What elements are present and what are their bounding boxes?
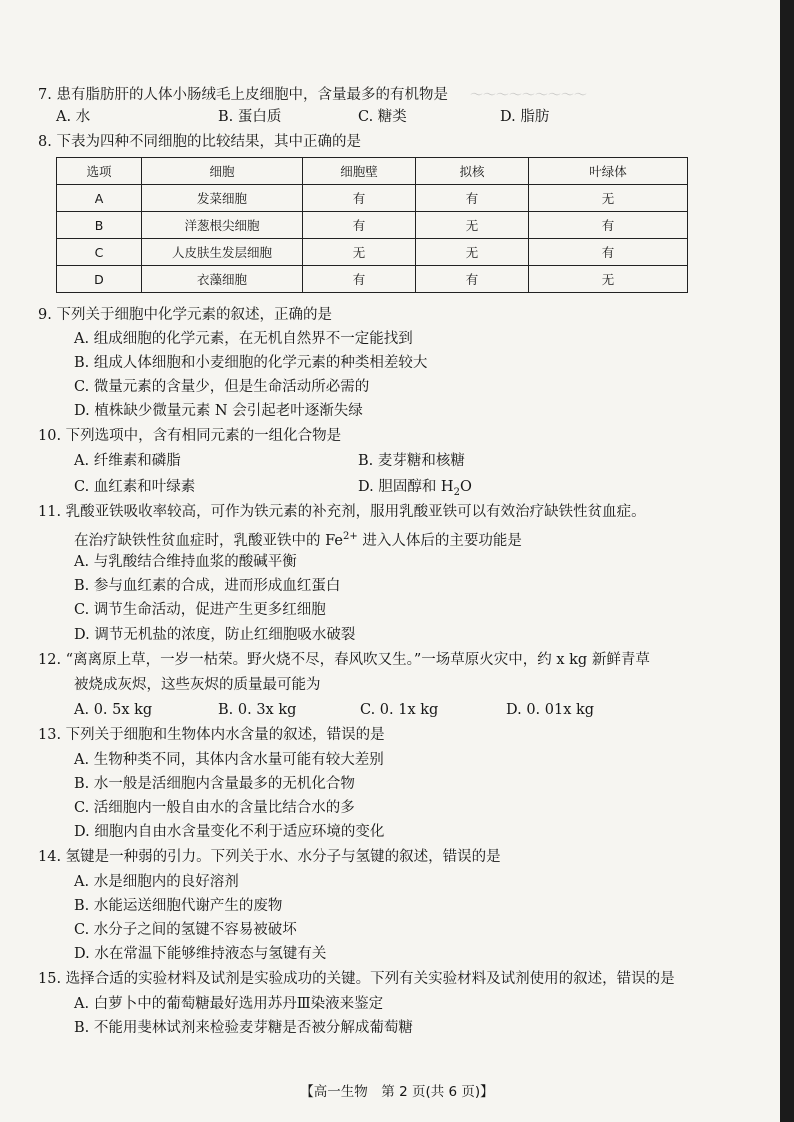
option-a: A. 组成细胞的化学元素，在无机自然界不一定能找到 — [74, 331, 413, 347]
table-cell: 有 — [303, 266, 416, 293]
option-d-tail: O — [459, 479, 472, 495]
table-cell: B — [57, 212, 142, 239]
option-b: B. 0. 3x kg — [218, 702, 297, 718]
table-row — [57, 185, 688, 212]
header-option: 选项 — [57, 158, 142, 185]
question-13-stem: 13. 下列关于细胞和生物体内水含量的叙述，错误的是 — [38, 727, 385, 743]
table-cell: 有 — [529, 239, 688, 266]
table-cell: 无 — [416, 239, 529, 266]
header-nucleoid: 拟核 — [416, 158, 529, 185]
option-c: C. 0. 1x kg — [360, 702, 439, 718]
option-d: D. 0. 01x kg — [506, 702, 595, 718]
option-b: B. 水一般是活细胞内含量最多的无机化合物 — [74, 776, 355, 792]
header-cell-wall: 细胞壁 — [303, 158, 416, 185]
option-a: A. 水是细胞内的良好溶剂 — [74, 874, 239, 890]
question-12-stem-line1: 12. “离离原上草，一岁一枯荣。野火烧不尽，春风吹又生。”一场草原火灾中，约 x kg 新鲜青草 — [38, 652, 650, 668]
option-d: D. 水在常温下能够维持液态与氢键有关 — [74, 946, 327, 962]
charge-superscript: 2+ — [342, 531, 358, 542]
option-c: C. 调节生命活动，促进产生更多红细胞 — [74, 602, 326, 618]
option-c: C. 糖类 — [358, 109, 407, 125]
question-11-stem-line1: 11. 乳酸亚铁吸收率较高，可作为铁元素的补充剂，服用乳酸亚铁可以有效治疗缺铁性贫血症。 — [38, 504, 646, 520]
table-cell: 无 — [529, 266, 688, 293]
option-d: D. 细胞内自由水含量变化不利于适应环境的变化 — [74, 824, 385, 840]
question-9-stem: 9. 下列关于细胞中化学元素的叙述，正确的是 — [38, 307, 332, 323]
table-cell: 洋葱根尖细胞 — [142, 212, 303, 239]
question-12-stem-line2: 被烧成灰烬，这些灰烬的质量最可能为 — [74, 677, 321, 693]
table-cell: C — [57, 239, 142, 266]
scan-edge — [780, 0, 794, 1122]
option-d — [358, 477, 472, 503]
option-a: A. 白萝卜中的葡萄糖最好选用苏丹Ⅲ染液来鉴定 — [74, 996, 384, 1012]
option-b: B. 参与血红素的合成，进而形成血红蛋白 — [74, 578, 341, 594]
option-d: D. 脂肪 — [500, 109, 550, 125]
table-cell: 有 — [416, 266, 529, 293]
option-a: A. 与乳酸结合维持血浆的酸碱平衡 — [74, 554, 297, 570]
table-row — [57, 212, 688, 239]
option-c: C. 血红素和叶绿素 — [74, 479, 196, 495]
table-cell: D — [57, 266, 142, 293]
option-d: D. 调节无机盐的浓度，防止红细胞吸水破裂 — [74, 627, 356, 643]
question-14-stem: 14. 氢键是一种弱的引力。下列关于水、水分子与氢键的叙述，错误的是 — [38, 849, 501, 865]
option-b: B. 蛋白质 — [218, 109, 282, 125]
table-header-row — [57, 158, 688, 185]
table-cell: 发菜细胞 — [142, 185, 303, 212]
question-15-stem: 15. 选择合适的实验材料及试剂是实验成功的关键。下列有关实验材料及试剂使用的叙述，错误的是 — [38, 971, 675, 987]
table-cell: 无 — [416, 212, 529, 239]
header-cell: 细胞 — [142, 158, 303, 185]
table-row — [57, 239, 688, 266]
stem-text-tail: 进入人体后的主要功能是 — [357, 532, 522, 549]
page-footer: 【高一生物 第 2 页(共 6 页)】 — [300, 1084, 494, 1100]
option-a: A. 0. 5x kg — [74, 702, 153, 718]
table-cell: 有 — [303, 185, 416, 212]
option-d-text: D. 胆固醇和 H — [358, 479, 454, 495]
option-a: A. 纤维素和磷脂 — [74, 453, 181, 469]
table-cell: 无 — [303, 239, 416, 266]
table-cell: A — [57, 185, 142, 212]
table-cell: 衣藻细胞 — [142, 266, 303, 293]
option-b: B. 不能用斐林试剂来检验麦芽糖是否被分解成葡萄糖 — [74, 1020, 413, 1036]
option-d: D. 植株缺少微量元素 N 会引起老叶逐渐失绿 — [74, 403, 363, 419]
option-b: B. 水能运送细胞代谢产生的废物 — [74, 898, 283, 914]
question-11-stem-line2 — [74, 527, 522, 551]
table-row — [57, 266, 688, 293]
option-a: A. 水 — [56, 109, 91, 125]
table-cell: 有 — [303, 212, 416, 239]
option-c: C. 微量元素的含量少，但是生命活动所必需的 — [74, 379, 370, 395]
option-b: B. 组成人体细胞和小麦细胞的化学元素的种类相差较大 — [74, 355, 428, 371]
question-8-stem: 8. 下表为四种不同细胞的比较结果，其中正确的是 — [38, 134, 361, 150]
option-a: A. 生物种类不同，其体内含水量可能有较大差别 — [74, 752, 384, 768]
table-cell: 人皮肤生发层细胞 — [142, 239, 303, 266]
table-cell: 有 — [416, 185, 529, 212]
stem-text: 在治疗缺铁性贫血症时，乳酸亚铁中的 Fe — [74, 532, 343, 549]
option-c: C. 活细胞内一般自由水的含量比结合水的多 — [74, 800, 355, 816]
option-c: C. 水分子之间的氢键不容易被破坏 — [74, 922, 297, 938]
question-7-stem: 7. 患有脂肪肝的人体小肠绒毛上皮细胞中，含量最多的有机物是 — [38, 87, 448, 103]
header-chloroplast: 叶绿体 — [529, 158, 688, 185]
cell-comparison-table — [56, 157, 688, 293]
subscript-2: 2 — [453, 486, 460, 498]
question-10-stem: 10. 下列选项中，含有相同元素的一组化合物是 — [38, 428, 342, 444]
bleed-through-text: ～～～～～～～～～ — [470, 88, 588, 103]
table-cell: 有 — [529, 212, 688, 239]
table-cell: 无 — [529, 185, 688, 212]
option-b: B. 麦芽糖和核糖 — [358, 453, 465, 469]
